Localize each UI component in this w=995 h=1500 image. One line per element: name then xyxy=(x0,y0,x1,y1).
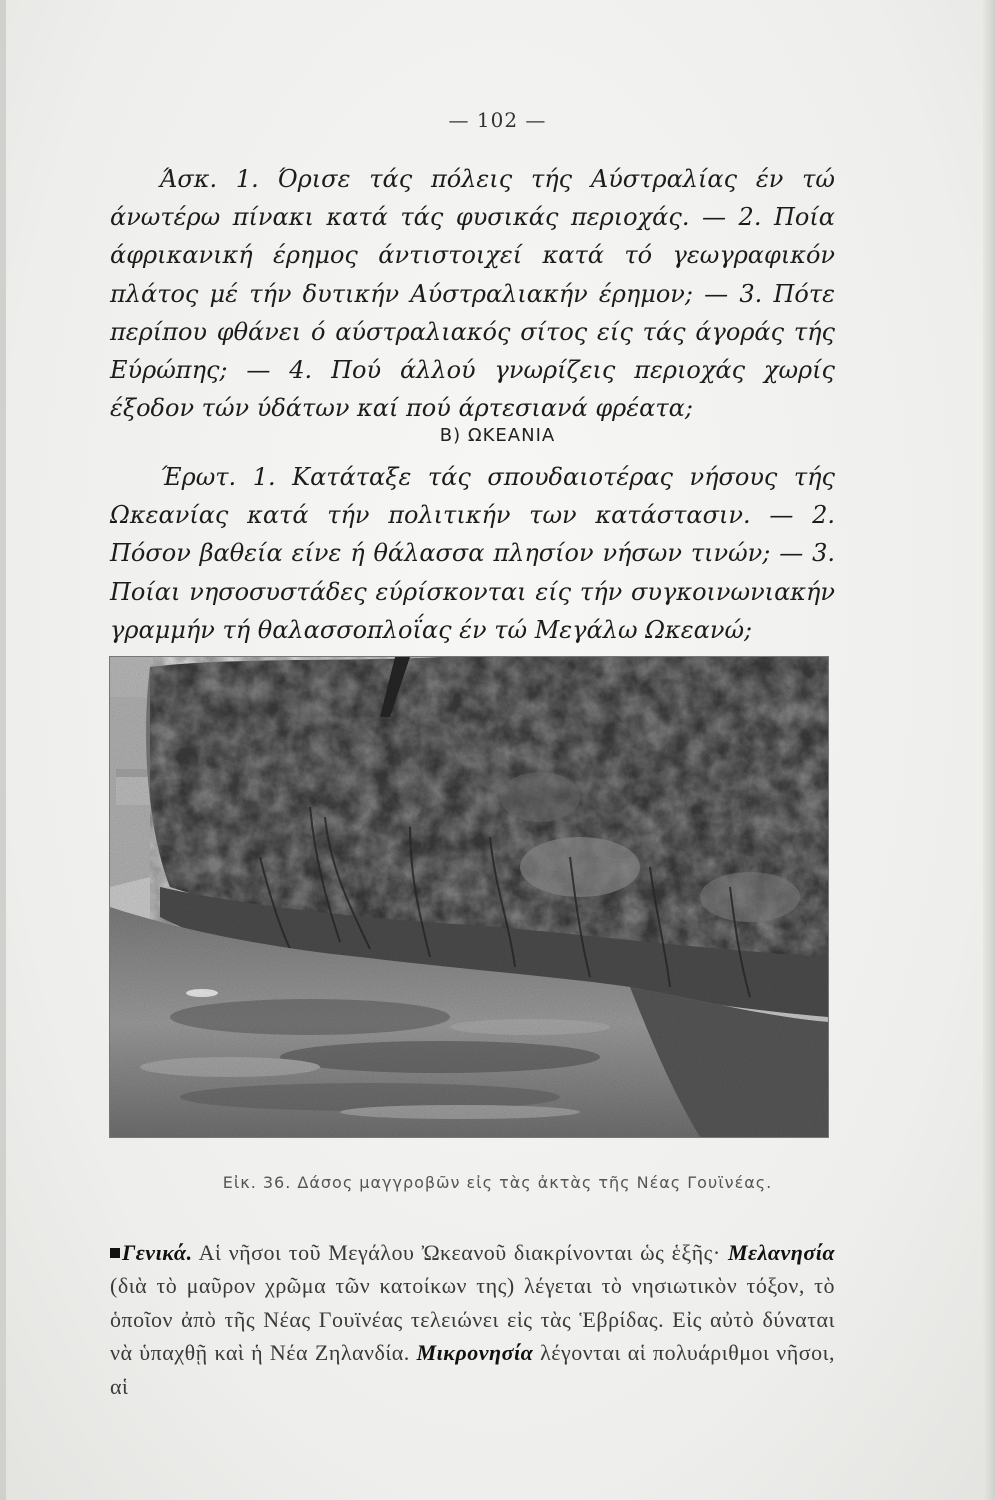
body-text-part-3: λέγονται αἱ πολυάριθμοι νῆσοι, αἱ xyxy=(110,1340,835,1399)
page-number: — 102 — xyxy=(448,108,547,132)
body-text-part-1: Αἱ νῆσοι τοῦ Μεγάλου Ὠκεανοῦ διακρίνονται ὡς ἑξῆς· xyxy=(192,1240,728,1265)
mangrove-forest-photo xyxy=(110,657,828,1137)
page-left-edge xyxy=(0,0,6,1500)
exercise-australia-text: Άσκ. 1. Όρισε τάς πόλεις τής Αύστραλίας έν τώ άνωτέρω πίνακι κατά τάς φυσικάς περιοχάς. — 2. Ποία άφρικανική έρημος άντιστοιχεί κατά τό γεωγραφικόν πλάτος μέ τήν δυτικήν Αύστραλιακήν έρημον; — 3. Πότε περίπου φθάνει ό αύστραλιακός σίτος είς τάς άγοράς τής Εύρώπης; — 4. Πού άλλού γνωρίζεις περιοχάς χωρίς έξοδον τών ύδάτων καί πού άρτεσιανά φρέατα; xyxy=(110,165,835,423)
figure-caption: Εἰκ. 36. Δάσος μαγγροβῶν εἰς τὰς ἀκτὰς τῆς Νέας Γουϊνέας. xyxy=(222,1173,773,1192)
exercise-oceania xyxy=(110,458,835,649)
section-heading-oceania: Β) ΩΚΕΑΝΙΑ xyxy=(439,425,556,446)
page-right-edge xyxy=(983,0,995,1500)
exercise-oceania-text: Έρωτ. 1. Κατάταξε τάς σπουδαιοτέρας νήσους τής Ωκεανίας κατά τήν πολιτικήν των κατάστασιν. — 2. Πόσον βαθεία είνε ή θάλασσα πλησίον νήσων τινών; — 3. Ποίαι νησοσυστάδες εύρίσκονται είς τήν συγκοινωνιακήν γραμμήν τή θαλασσοπλοΐας έν τώ Μεγάλω Ωκεανώ; xyxy=(110,463,835,644)
mangrove-photo-illustration xyxy=(110,657,828,1137)
body-paragraph xyxy=(110,1236,835,1403)
bullet-square-icon xyxy=(110,1248,120,1258)
exercise-australia xyxy=(110,160,835,427)
term-melanesia: Μελανησία xyxy=(727,1240,835,1265)
body-text-part-2: (διὰ τὸ μαῦρον χρῶμα τῶν κατοίκων της) λέγεται τὸ νησιωτικὸν τόξον, τὸ ὁποῖον ἀπὸ τῆς Νέας Γουϊνέας τελειώνει εἰς τὰς Ἑβρίδας. Εἰς αὐτὸ δύναται νὰ ὑπαχθῇ καὶ ἡ Νέα Ζηλανδία. xyxy=(110,1273,835,1366)
term-micronesia: Μικρονησία xyxy=(416,1340,534,1366)
paragraph-lead: Γενικά. xyxy=(122,1240,193,1265)
